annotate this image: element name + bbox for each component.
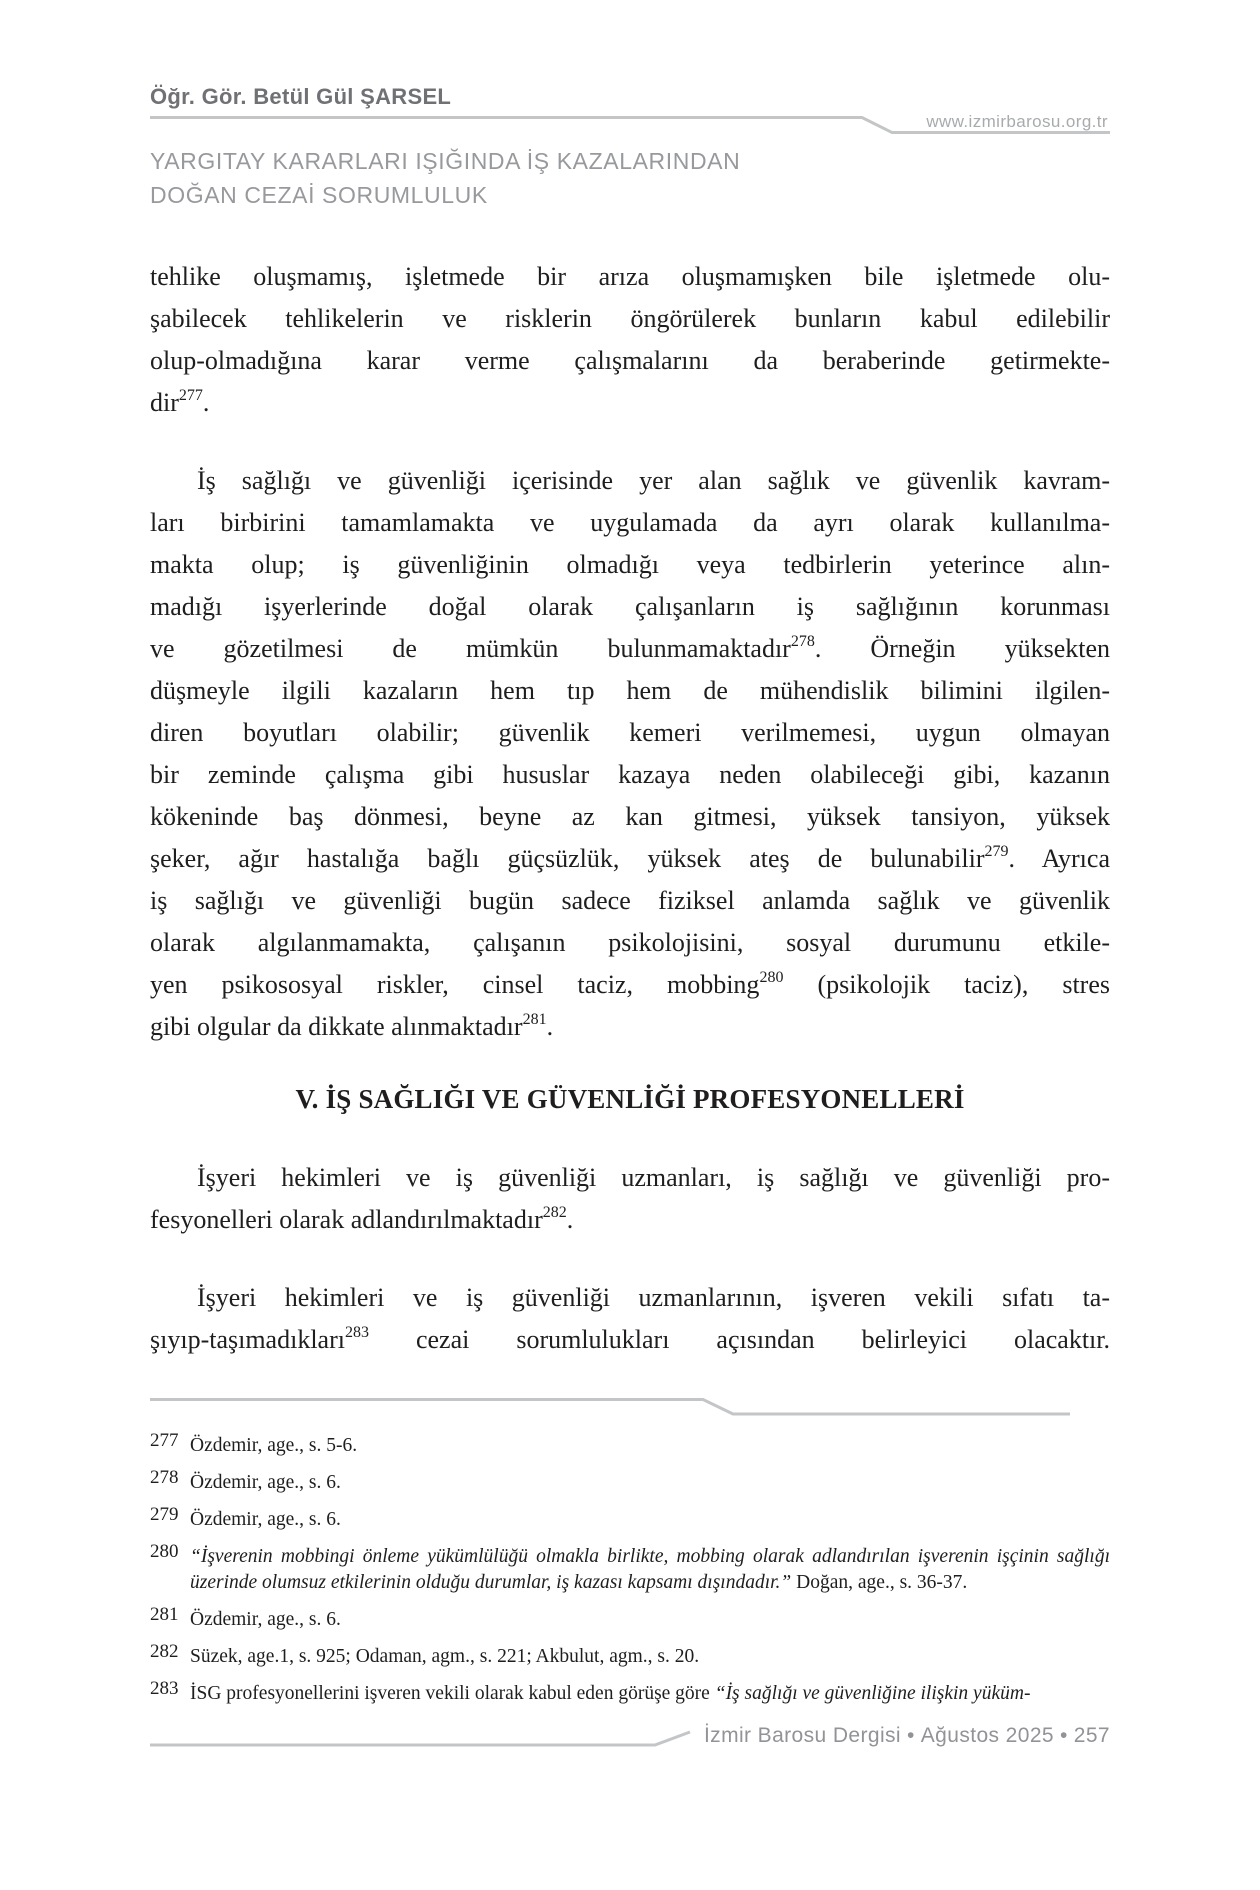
footer-rule-line <box>150 1730 695 1748</box>
text-line: İşyeri hekimleri ve iş güvenliği uzmanları, iş sağlığı ve güvenliği pro- <box>197 1163 1110 1192</box>
footnote-number: 283 <box>150 1678 179 1699</box>
text-line: İşyeri hekimleri ve iş güvenliği uzmanlarının, işveren vekili sıfatı ta- <box>197 1283 1110 1312</box>
article-title-line-2: DOĞAN CEZAİ SORUMLULUK <box>150 182 488 208</box>
footnote-text: Süzek, age.1, s. 925; Odaman, agm., s. 221; Akbulut, agm., s. 20. <box>190 1646 700 1667</box>
text-line: olarak algılanmamakta, çalışanın psikolojisini, sosyal durumunu etkile- <box>150 928 1110 957</box>
text-line: gibi olgular da dikkate alınmaktadır$^{281}$. <box>150 1011 554 1041</box>
text-line: diren boyutları olabilir; güvenlik kemeri verilmemesi, uygun olmayan <box>150 718 1110 747</box>
text-line: dir$^{277}$. <box>150 387 210 417</box>
footnote <box>150 1541 1110 1596</box>
footnote-ref: 278 <box>790 633 815 651</box>
footer-separator: • <box>1059 1724 1068 1747</box>
page-header <box>150 84 1110 212</box>
footnote-ref: 279 <box>984 843 1009 861</box>
paragraph <box>150 1157 1110 1241</box>
text-line: fesyonelleri olarak adlandırılmaktadır$^{282}$. <box>150 1204 574 1234</box>
header-rule <box>150 112 1110 137</box>
footnote <box>150 1604 1110 1633</box>
footnote-text: İSG profesyonellerini işveren vekili olarak kabul eden görüşe göre “İş sağlığı ve güvenliğine ilişkin yüküm- <box>190 1683 1031 1704</box>
journal-name: İzmir Barosu Dergisi <box>703 1724 901 1747</box>
footnote-ref: 283 <box>344 1324 369 1342</box>
footnote-ref: 280 <box>759 969 784 987</box>
footer-separator: • <box>906 1724 915 1747</box>
footnote-text: Özdemir, age., s. 6. <box>190 1609 341 1630</box>
text-line: kökeninde baş dönmesi, beyne az kan gitmesi, yüksek tansiyon, yüksek <box>150 802 1110 831</box>
text-line: şabilecek tehlikelerin ve risklerin öngörülerek bunların kabul edilebilir <box>150 304 1110 333</box>
footnote <box>150 1430 1110 1459</box>
footnote <box>150 1678 1110 1707</box>
footnote-number: 277 <box>150 1430 179 1451</box>
text-line: tehlike oluşmamış, işletmede bir arıza oluşmamışken bile işletmede olu- <box>150 262 1110 291</box>
text-line: şıyıp-taşımadıkları$^{283}$ cezai sorumlulukları açısından belirleyici olacaktır. <box>150 1324 1110 1354</box>
article-body <box>150 256 1110 1361</box>
text-line: olup-olmadığına karar verme çalışmalarını da beraberinde getirmekte- <box>150 346 1110 375</box>
website-url: www.izmirbarosu.org.tr <box>926 112 1108 131</box>
footnote-text: “İşverenin mobbingi önleme yükümlülüğü olmakla birlikte, mobbing olarak adlandırılan işverenin işçinin sağlığı üzerinde olumsuz etkilerinin olduğu durumlar, iş kazası kapsamı dışındadır.” Doğan, age., s. 36-37. <box>190 1546 1110 1593</box>
paragraph <box>150 1277 1110 1361</box>
footnote-ref: 282 <box>542 1204 567 1222</box>
page-number: 257 <box>1073 1724 1110 1747</box>
text-line: makta olup; iş güvenliğinin olmadığı veya tedbirlerin yeterince alın- <box>150 550 1110 579</box>
footnote-number: 280 <box>150 1541 179 1562</box>
footnote-ref: 277 <box>178 387 203 405</box>
journal-footer-text <box>704 1724 1110 1748</box>
text-line: ları birbirini tamamlamakta ve uygulamada da ayrı olarak kullanılma- <box>150 508 1110 537</box>
footnotes-list <box>150 1430 1110 1707</box>
footnote <box>150 1641 1110 1670</box>
article-title <box>150 144 1110 212</box>
footnote-text: Özdemir, age., s. 6. <box>190 1472 341 1493</box>
footnote <box>150 1504 1110 1533</box>
footnote-number: 282 <box>150 1641 179 1662</box>
text-line: şeker, ağır hastalığa bağlı güçsüzlük, yüksek ateş de bulunabilir$^{279}$. Ayrıca <box>150 843 1110 873</box>
footnote-separator <box>150 1397 1110 1417</box>
footnote-text: Özdemir, age., s. 5-6. <box>190 1435 358 1456</box>
footnote-text: Özdemir, age., s. 6. <box>190 1509 341 1530</box>
text-line: yen psikososyal riskler, cinsel taciz, mobbing$^{280}$ (psikolojik taciz), stres <box>150 969 1110 999</box>
text-line: bir zeminde çalışma gibi hususlar kazaya neden olabileceği gibi, kazanın <box>150 760 1110 789</box>
footnote-number: 279 <box>150 1504 179 1525</box>
text-line: düşmeyle ilgili kazaların hem tıp hem de mühendislik bilimini ilgilen- <box>150 676 1110 705</box>
article-title-line-1: YARGITAY KARARLARI IŞIĞINDA İŞ KAZALARINDAN <box>150 148 741 174</box>
text-line: madığı işyerlerinde doğal olarak çalışanların iş sağlığının korunması <box>150 592 1110 621</box>
text-line: ve gözetilmesi de mümkün bulunmamaktadır$^{278}$. Örneğin yüksekten <box>150 633 1110 663</box>
article-blocks <box>150 256 1110 1361</box>
issue-date: Ağustos 2025 <box>920 1724 1054 1747</box>
page-footer <box>150 1718 1110 1762</box>
footnote <box>150 1467 1110 1496</box>
paragraph <box>150 256 1110 424</box>
section-heading: V. İŞ SAĞLIĞI VE GÜVENLİĞİ PROFESYONELLERİ <box>295 1084 965 1114</box>
text-line: İş sağlığı ve güvenliği içerisinde yer alan sağlık ve güvenlik kavram- <box>197 466 1110 495</box>
footnote-ref: 281 <box>522 1011 547 1029</box>
author-name: Öğr. Gör. Betül Gül ŞARSEL <box>150 84 452 109</box>
footnote-number: 281 <box>150 1604 179 1625</box>
footnote-number: 278 <box>150 1467 179 1488</box>
text-line: iş sağlığı ve güvenliği bugün sadece fiziksel anlamda sağlık ve güvenlik <box>150 886 1110 915</box>
paragraph <box>150 460 1110 1048</box>
